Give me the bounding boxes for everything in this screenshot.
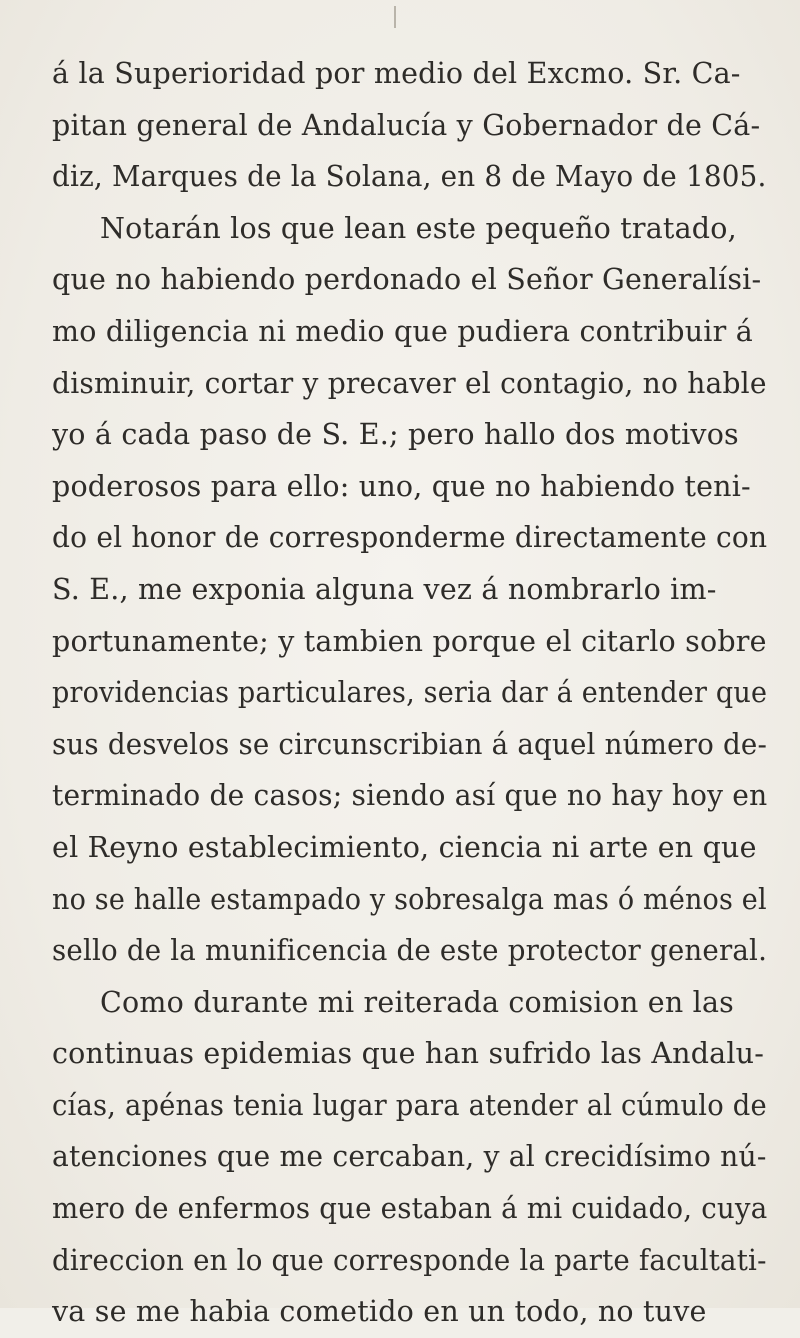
text-line: continuas epidemias que han sufrido las Andalu- [52,1037,765,1071]
page-text [52,48,767,1338]
text-line: disminuir, cortar y precaver el contagio, no hable [52,366,767,400]
text-line: direccion en lo que corresponde la parte facultati- [52,1243,767,1277]
text-line: que no habiendo perdonado el Señor Generalísi- [52,263,762,297]
text-line: pitan general de Andalucía y Gobernador de Cá- [52,108,761,142]
text-line: S. E., me exponia alguna vez á nombrarlo im- [52,572,717,606]
text-line: el Reyno establecimiento, ciencia ni arte en que [52,830,757,864]
page-edge-mark [394,6,396,28]
paragraph-start-line: Como durante mi reiterada comision en las [100,985,734,1019]
text-line: sello de la munificencia de este protector general. [52,934,767,968]
text-line: poderosos para ello: uno, que no habiendo teni- [52,469,751,503]
text-line: diz, Marques de la Solana, en 8 de Mayo de 1805. [52,160,767,194]
text-line: mero de enfermos que estaban á mi cuidado, cuya [52,1192,767,1226]
text-line: atenciones que me cercaban, y al crecidísimo nú- [52,1140,767,1174]
text-line: portunamente; y tambien porque el citarlo sobre [52,624,767,658]
text-line: terminado de casos; siendo así que no hay hoy en [52,779,767,813]
text-line: á la Superioridad por medio del Excmo. Sr. Ca- [52,57,741,90]
text-line: sus desvelos se circunscribian á aquel número de- [52,727,767,761]
text-line: cías, apénas tenia lugar para atender al cúmulo de [52,1088,767,1122]
text-line: yo á cada paso de S. E.; pero hallo dos motivos [52,418,739,452]
text-line: providencias particulares, seria dar á entender que [52,676,767,710]
text-line: do el honor de corresponderme directamente con [52,521,767,555]
text-line: no se halle estampado y sobresalga mas ó ménos el [52,882,767,916]
text-line: va se me habia cometido en un todo, no tuve [52,1295,707,1329]
text-line: mo diligencia ni medio que pudiera contribuir á [52,314,753,348]
paragraph-start-line: Notarán los que lean este pequeño tratado, [100,211,737,245]
